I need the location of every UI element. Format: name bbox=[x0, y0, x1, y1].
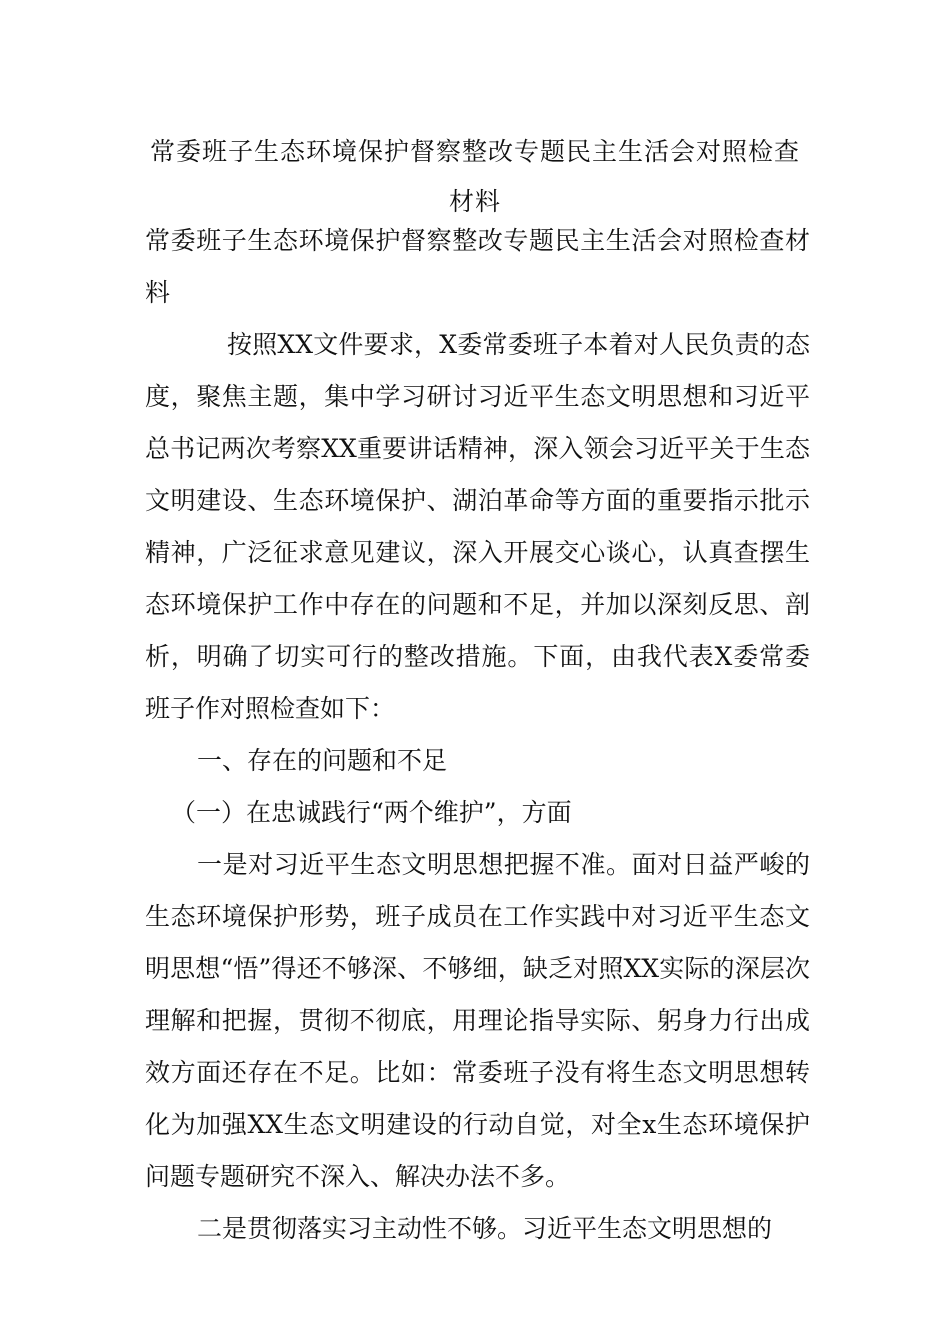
section-heading: 一、存在的问题和不足 bbox=[197, 746, 448, 775]
document-title-line2: 材料 bbox=[448, 187, 501, 216]
intro-paragraph: 按照XX文件要求，X委常委班子本着对人民负责的态度，聚焦主题，集中学习研讨习近平生态文明思想和习近平总书记两次考察XX重要讲话精神，深入领会习近平关于生态文明建设、生态环境保护、湖泊革命等方面的重要指示批示精神，广泛征求意见建议，深入开展交心谈心，认真查摆生态环境保护工作中存在的问题和不足，并加以深刻反思、剖析，明确了切实可行的整改措施。下面，由我代表X委常委班子作对照检查如下： bbox=[145, 330, 810, 723]
document-body bbox=[145, 215, 810, 1255]
subsection-heading: （一）在忠诚践行“两个维护”，方面 bbox=[171, 798, 572, 827]
point-paragraph-2: 二是贯彻落实习主动性不够。习近平生态文明思想的 bbox=[197, 1214, 773, 1243]
document-title-line1: 常委班子生态环境保护督察整改专题民主生活会对照检查 bbox=[149, 137, 800, 166]
point-paragraph-1: 一是对习近平生态文明思想把握不准。面对日益严峻的生态环境保护形势，班子成员在工作实践中对习近平生态文明思想“悟”得还不够深、不够细，缺乏对照XX实际的深层次理解和把握，贯彻不彻底，用理论指导实际、躬身力行出成效方面还存在不足。比如：常委班子没有将生态文明思想转化为加强XX生态文明建设的行动自觉，对全x生态环境保护问题专题研究不深入、解决办法不多。 bbox=[145, 850, 810, 1191]
document-subtitle: 常委班子生态环境保护督察整改专题民主生活会对照检查材料 bbox=[145, 226, 810, 307]
